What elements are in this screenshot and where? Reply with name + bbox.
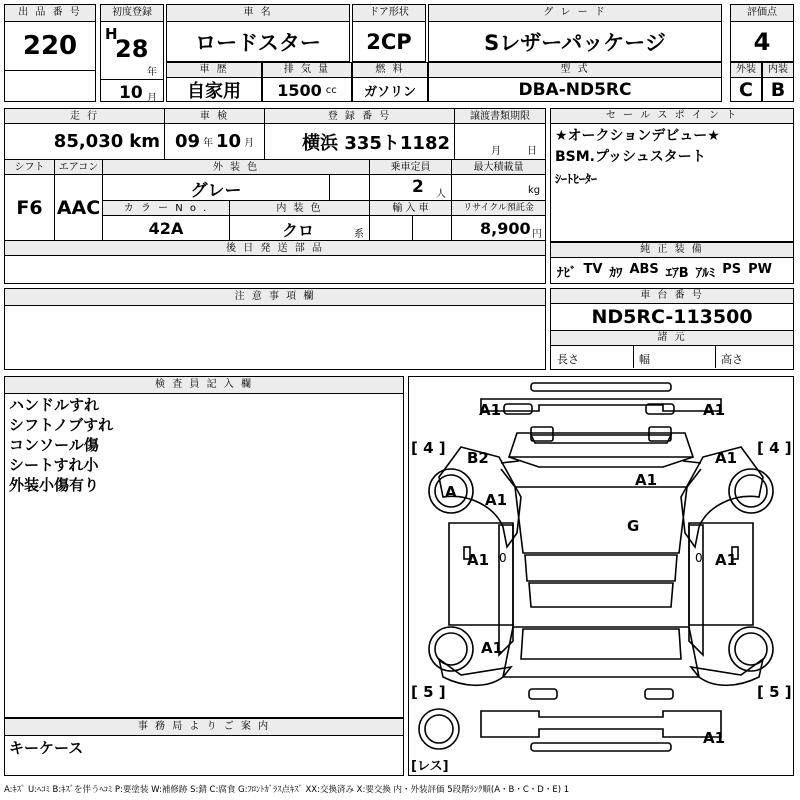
ac: AAC bbox=[55, 175, 103, 241]
mark-front-fender-right: A1 bbox=[715, 449, 738, 467]
int-color-label: 内 装 色 bbox=[230, 201, 370, 216]
inspector-note-3: コンソール傷 bbox=[9, 436, 99, 454]
inspection-label: 車 検 bbox=[165, 109, 265, 124]
grade-label: グ レ ー ド bbox=[429, 5, 721, 22]
model-box bbox=[428, 62, 722, 102]
mark-front-right: A1 bbox=[703, 401, 726, 419]
legend: A:ｷｽﾞ U:ﾍｺﾐ B:ｷｽﾞを伴うﾍｺﾐ P:要塗装 W:補修跡 S:錆 C:腐食 G:ﾌﾛﾝﾄｶﾞﾗｽ点ｷｽﾞ XX:交換済み X:要交換 内・外装評価 5段階ﾗﾝｸ順(A・B・C・D・E) 1 bbox=[4, 785, 570, 795]
month-unit: 月 bbox=[147, 93, 157, 104]
inspector-label: 検 査 員 記 入 欄 bbox=[5, 377, 403, 394]
plate: 横浜 335ト1182 bbox=[265, 124, 455, 160]
score-label: 評価点 bbox=[731, 5, 793, 22]
first-registration-label: 初度登録 bbox=[101, 5, 163, 22]
recycle: 8,900 bbox=[480, 219, 531, 238]
fuel-box bbox=[352, 62, 428, 102]
mark-door-left-zero: 0 bbox=[499, 551, 507, 565]
recycle-label: リサイクル預託金 bbox=[452, 201, 545, 216]
tread-front-left: [ 4 ] bbox=[411, 439, 446, 457]
max-load-label: 最大積載量 bbox=[452, 160, 545, 175]
inspector-note-4: シートすれ小 bbox=[9, 456, 99, 474]
mark-door-right: A1 bbox=[715, 551, 738, 569]
mark-front-left: A1 bbox=[479, 401, 502, 419]
equipment-pw: PW bbox=[748, 262, 772, 277]
door-label: ドア形状 bbox=[353, 5, 425, 22]
exterior-box bbox=[730, 62, 762, 102]
history-label: 車 歴 bbox=[167, 63, 261, 78]
lot-number: 220 bbox=[5, 22, 95, 71]
interior-box bbox=[762, 62, 794, 102]
notes-label: 注 意 事 項 欄 bbox=[5, 289, 545, 306]
mark-door-right-zero: 0 bbox=[695, 551, 703, 565]
grade: Sレザーパッケージ bbox=[484, 31, 666, 55]
year-unit: 年 bbox=[147, 67, 157, 78]
mark-windshield: G bbox=[627, 517, 640, 535]
max-load-unit: kg bbox=[528, 185, 541, 196]
ext-color-label: 外 装 色 bbox=[103, 160, 370, 175]
int-color: クロ bbox=[282, 221, 315, 240]
mileage-unit: km bbox=[129, 131, 160, 152]
sales-point-1: ★オークションデビュー★ bbox=[555, 128, 720, 144]
mileage-cell bbox=[5, 124, 165, 160]
registration-year: 28 bbox=[115, 35, 149, 63]
interior-grade: B bbox=[770, 79, 786, 101]
history: 自家用 bbox=[187, 81, 241, 102]
inspector-note-1: ハンドルすれ bbox=[9, 396, 100, 414]
chassis-box bbox=[550, 288, 794, 370]
chassis-number: ND5RC-113500 bbox=[551, 304, 793, 331]
sales-points-label: セ ー ル ス ポ イ ン ト bbox=[551, 109, 793, 124]
equipment-tv: TV bbox=[583, 262, 603, 277]
damage-diagram bbox=[408, 376, 794, 776]
shift-label: シフト bbox=[5, 160, 55, 175]
mark-door-left: A1 bbox=[467, 551, 490, 569]
displacement-label: 排 気 量 bbox=[263, 63, 351, 78]
mark-wheel-left: A bbox=[445, 483, 457, 501]
car-name-box bbox=[166, 4, 350, 62]
inspection-year-unit: 年 bbox=[203, 138, 213, 149]
grade-box bbox=[428, 4, 722, 62]
inspector-note-5: 外装小傷有り bbox=[9, 476, 100, 494]
int-color-unit: 系 bbox=[354, 229, 364, 240]
exterior-label: 外装 bbox=[731, 63, 761, 78]
capacity: 2 bbox=[412, 177, 424, 197]
inspection-month: 10 bbox=[216, 131, 242, 152]
sales-point-2: BSM.プッシュスタート bbox=[555, 149, 706, 165]
score: 4 bbox=[753, 28, 771, 56]
capacity-unit: 人 bbox=[436, 189, 446, 200]
displacement-cell bbox=[263, 78, 351, 102]
inspector-box bbox=[4, 376, 404, 718]
chassis-label: 車 台 番 号 bbox=[551, 289, 793, 304]
recycle-cell bbox=[452, 216, 545, 241]
equipment-leather: ｶﾜ bbox=[609, 266, 623, 281]
width-label: 幅 bbox=[639, 353, 650, 366]
exterior-grade: C bbox=[739, 79, 753, 101]
office-box bbox=[4, 718, 404, 776]
first-registration-box bbox=[100, 4, 164, 102]
transfer-month-unit: 月 bbox=[491, 146, 501, 157]
inspection-month-unit: 月 bbox=[244, 138, 255, 149]
car-name: ロードスター bbox=[195, 31, 321, 55]
mark-rear-fender-left: A1 bbox=[481, 639, 504, 657]
max-load-cell bbox=[452, 175, 545, 201]
lot-number-label: 出 品 番 号 bbox=[5, 5, 95, 22]
mark-rear-bumper: A1 bbox=[703, 729, 726, 747]
inspection-year: 09 bbox=[174, 131, 200, 152]
mark-bonnet-left: A1 bbox=[485, 491, 508, 509]
color-no-label: カ ラ ー N o . bbox=[103, 201, 230, 216]
mark-front-fender-left: B2 bbox=[467, 449, 489, 467]
recycle-unit: 円 bbox=[532, 229, 542, 240]
ext-color: グレー bbox=[190, 180, 242, 201]
inspection-cell bbox=[165, 124, 265, 160]
ac-label: エアコン bbox=[55, 160, 103, 175]
equipment-airbag: ｴｱB bbox=[665, 266, 689, 281]
fuel-label: 燃 料 bbox=[353, 63, 427, 78]
office-text: キーケース bbox=[9, 739, 84, 757]
color-no: 42A bbox=[103, 216, 230, 241]
sales-points-box bbox=[550, 108, 794, 242]
import-label: 輸 入 車 bbox=[370, 201, 452, 216]
displacement: 1500 bbox=[277, 80, 322, 100]
interior-label: 内装 bbox=[763, 63, 793, 78]
transfer-day-unit: 日 bbox=[527, 146, 537, 157]
lot-number-box bbox=[4, 4, 96, 102]
equipment-box bbox=[550, 242, 794, 284]
sales-point-3: ｼｰﾄﾋｰﾀｰ bbox=[555, 172, 598, 186]
int-color-cell bbox=[230, 216, 370, 241]
history-box bbox=[166, 62, 262, 102]
mileage-label: 走 行 bbox=[5, 109, 165, 124]
era: H bbox=[105, 25, 118, 43]
equipment-label: 純 正 装 備 bbox=[551, 243, 793, 258]
capacity-cell bbox=[370, 175, 452, 201]
door-type: 2CP bbox=[366, 30, 412, 54]
registration-month: 10 bbox=[119, 83, 143, 103]
mark-bonnet: A1 bbox=[635, 471, 658, 489]
mileage: 85,030 bbox=[53, 131, 124, 152]
car-outline-diagram bbox=[409, 377, 793, 775]
notes-box bbox=[4, 288, 546, 370]
import-cell bbox=[370, 216, 452, 241]
model: DBA-ND5RC bbox=[518, 80, 632, 100]
transfer-cell bbox=[455, 124, 545, 160]
car-name-label: 車 名 bbox=[167, 5, 349, 22]
dims-label: 諸 元 bbox=[551, 331, 793, 346]
equipment-abs: ABS bbox=[629, 262, 659, 277]
equipment-alloy: ｱﾙﾐ bbox=[695, 266, 716, 281]
equipment-navi: ﾅﾋﾞ bbox=[557, 266, 577, 281]
displacement-box bbox=[262, 62, 352, 102]
plate-label: 登 録 番 号 bbox=[265, 109, 455, 124]
ext-color-cell bbox=[103, 175, 370, 201]
capacity-label: 乗車定員 bbox=[370, 160, 452, 175]
length-label: 長さ bbox=[557, 353, 579, 366]
displacement-unit: cc bbox=[325, 84, 337, 96]
transfer-label: 譲渡書類期限 bbox=[455, 109, 545, 124]
height-label: 高さ bbox=[721, 353, 743, 366]
inspector-note-2: シフトノブすれ bbox=[9, 416, 114, 434]
spare-tire: [レス] bbox=[411, 759, 449, 774]
door-box bbox=[352, 4, 426, 62]
fuel: ガソリン bbox=[363, 84, 416, 100]
later-parts-label: 後 日 発 送 部 品 bbox=[5, 241, 545, 256]
shift: F6 bbox=[5, 175, 55, 241]
model-label: 型 式 bbox=[429, 63, 721, 78]
tread-rear-left: [ 5 ] bbox=[411, 683, 446, 701]
tread-rear-right: [ 5 ] bbox=[757, 683, 792, 701]
office-label: 事 務 局 よ り ご 案 内 bbox=[5, 719, 403, 736]
equipment-ps: PS bbox=[722, 262, 742, 277]
score-box bbox=[730, 4, 794, 62]
tread-front-right: [ 4 ] bbox=[757, 439, 792, 457]
